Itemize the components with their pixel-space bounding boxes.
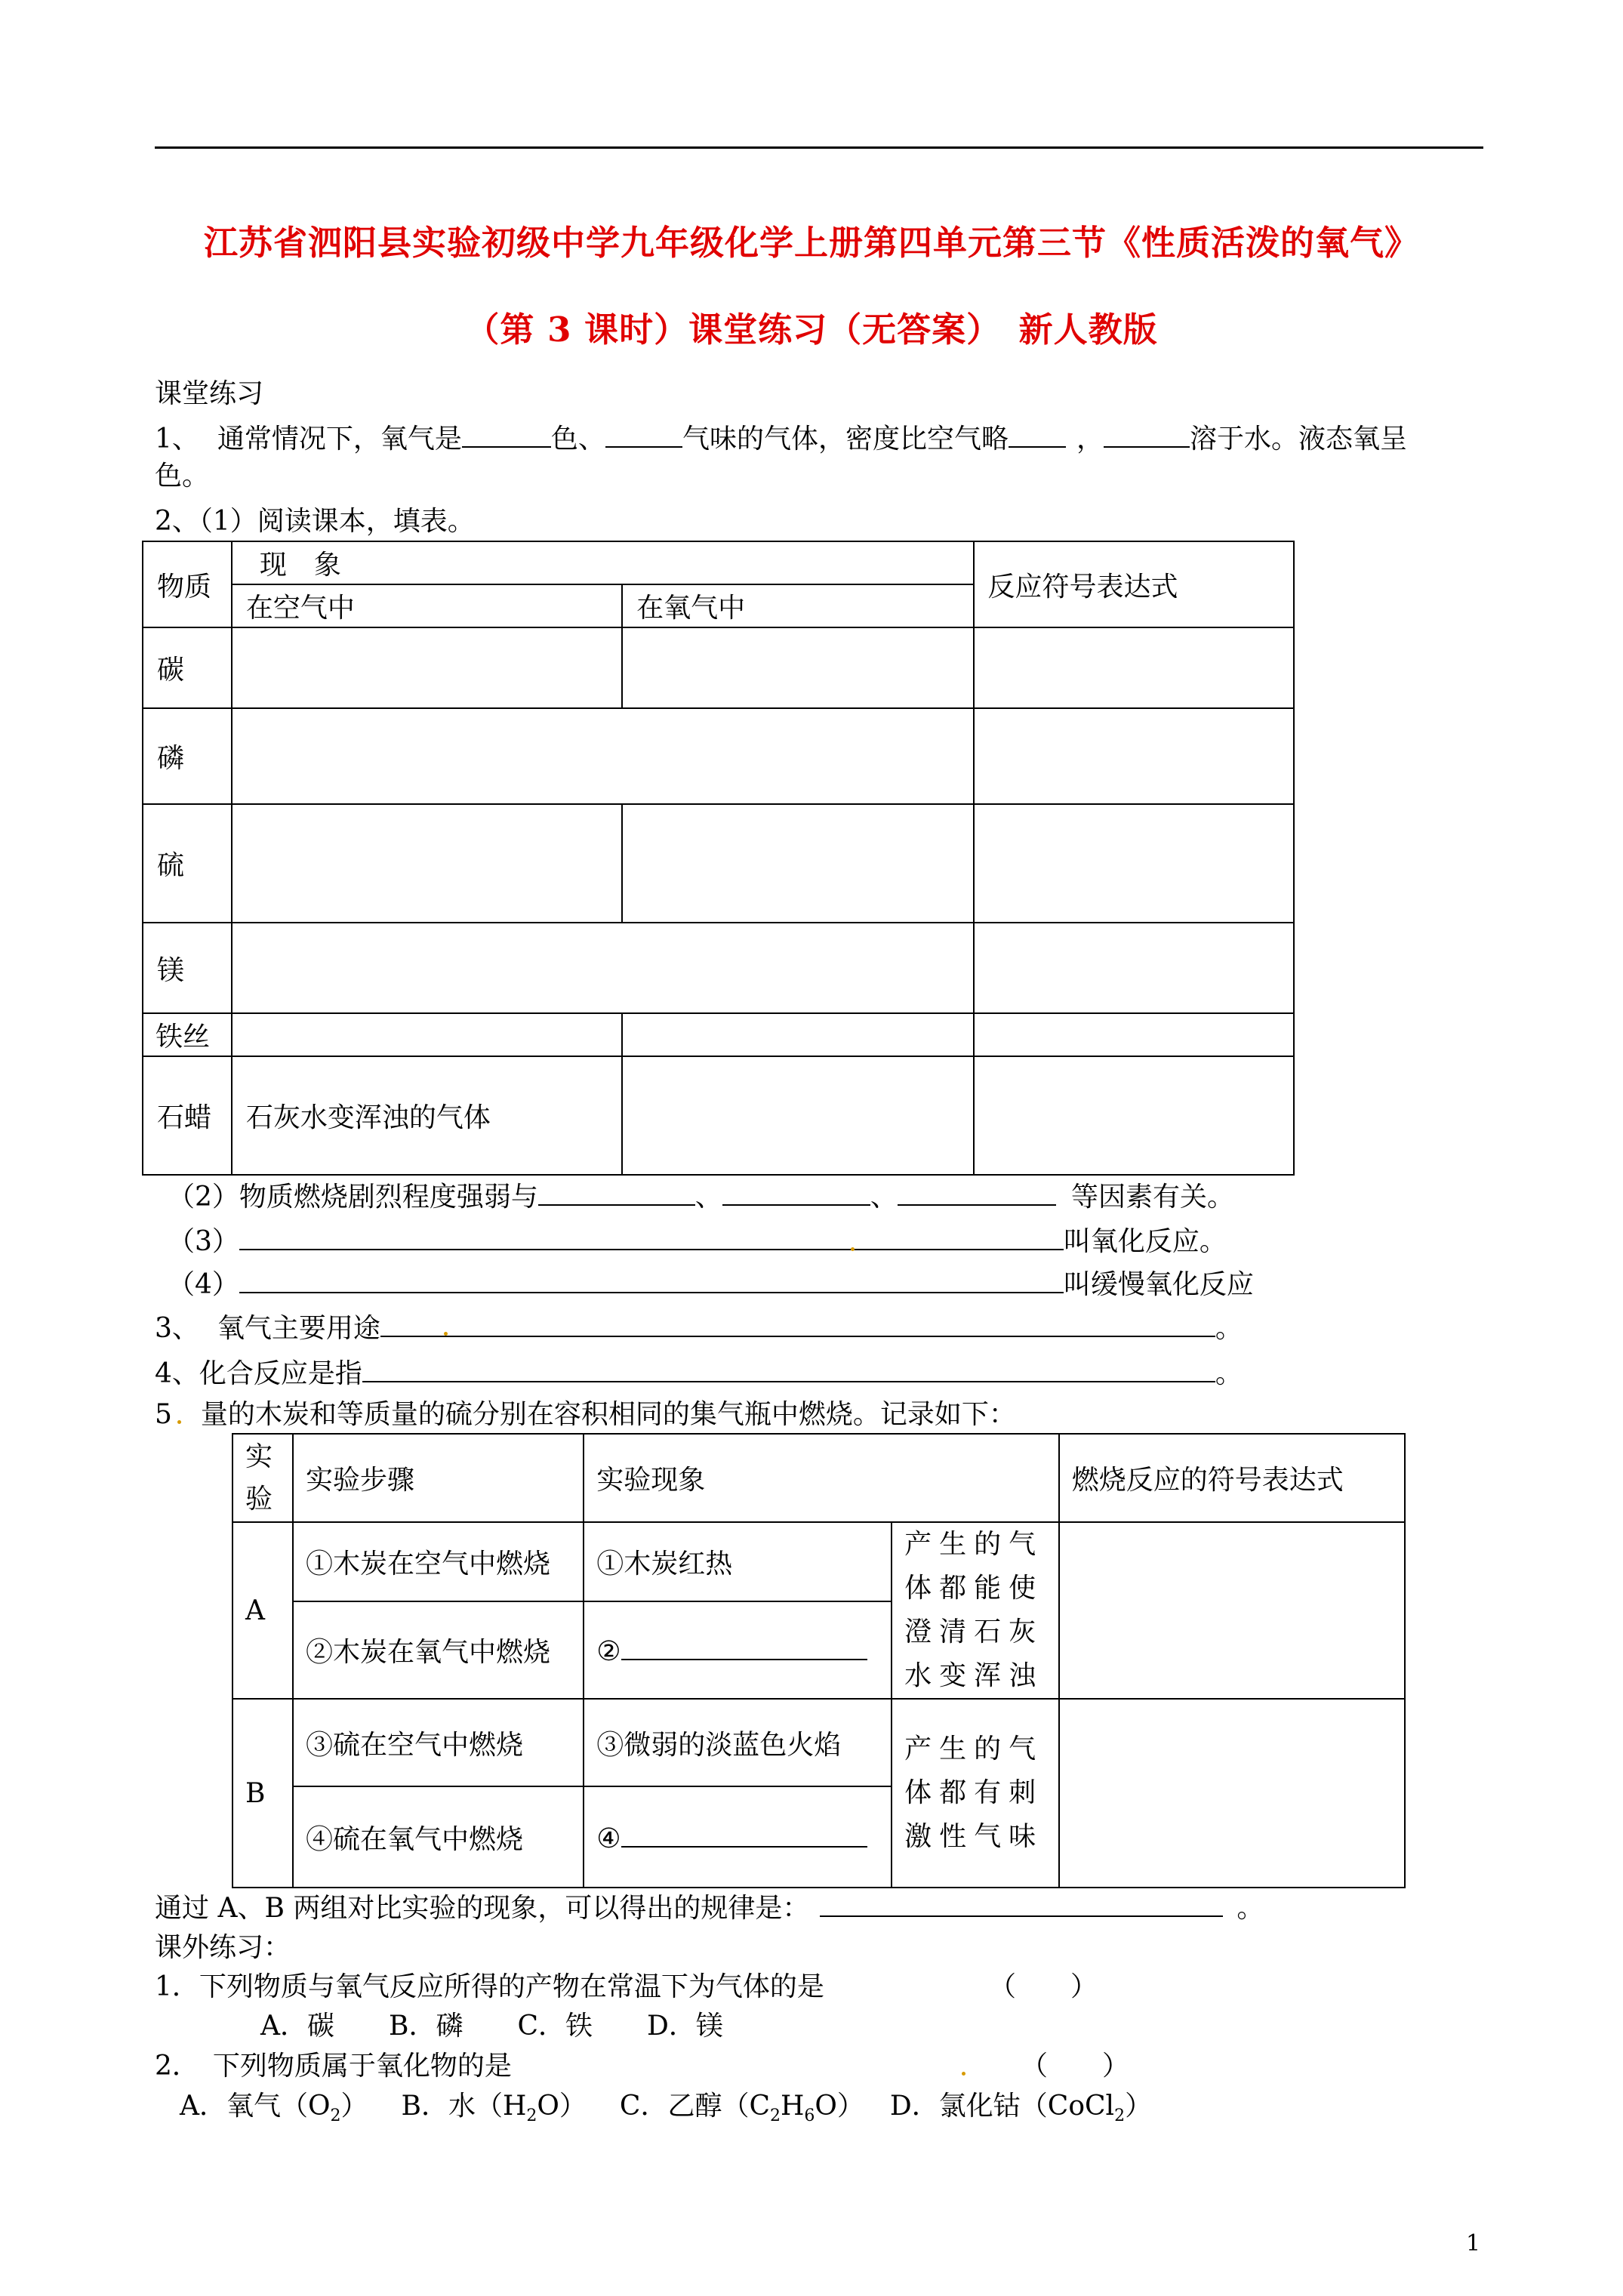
group-b-gas-note: 产生的气体都有刺激性气味 (892, 1699, 1059, 1888)
artifact-dot (851, 1247, 855, 1251)
extra-question-2-options: A．氧气$(O_2)$ B．水$(H_2O)$ C．乙醇$(C_2H_6O)$ D．氯化钴（CoCl$_2$） (180, 2091, 1153, 2125)
page-number: 1 (1466, 2230, 1481, 2257)
a1-phenomenon: ①木炭红热 (584, 1522, 892, 1601)
question-2-part-4: （4） 叫缓慢氧化反应 (168, 1266, 1254, 1302)
group-a-label: A (233, 1522, 293, 1699)
section-class-heading: 课堂练习 (155, 378, 264, 409)
th-experiment: 实验 (233, 1434, 293, 1522)
th-steps: 实验步骤 (293, 1434, 584, 1522)
b2-phenomenon: ④ (584, 1786, 892, 1888)
extra-question-1: 1．下列物质与氧气反应所得的产物在常温下为气体的是 (155, 1971, 824, 2002)
b1-step: ③硫在空气中燃烧 (293, 1699, 584, 1786)
artifact-dot (177, 1420, 181, 1424)
row-label: 磷 (143, 708, 232, 804)
question-3: 3、 氧气主要用途 。 (155, 1310, 1243, 1345)
b1-phenomenon: ③微弱的淡蓝色火焰 (584, 1699, 892, 1786)
extra-question-2: 2． 下列物质属于氧化物的是 (155, 2051, 512, 2082)
group-b-label: B (233, 1699, 293, 1888)
artifact-dot (962, 2072, 965, 2076)
extra-question-1-paren: （ ） (989, 1971, 1098, 2002)
th-substance: 物质 (143, 541, 232, 627)
table-experiment (232, 1433, 1406, 1888)
th-phenomenon: 现 象 (232, 541, 974, 584)
question-5: 5 量的木炭和等质量的硫分别在容积相同的集气瓶中燃烧。记录如下： (155, 1399, 1016, 1430)
question-1-cont: 色。 (155, 461, 210, 492)
wax-in-air: 石灰水变浑浊的气体 (232, 1056, 622, 1175)
document-title-line1: 江苏省泗阳县实验初级中学九年级化学上册第四单元第三节《性质活泼的氧气》 (203, 223, 1419, 263)
a2-step: ②木炭在氧气中燃烧 (293, 1601, 584, 1699)
group-a-gas-note: 产生的气体都能使澄清石灰水变浑浊 (892, 1522, 1059, 1699)
row-label: 硫 (143, 804, 232, 923)
th-phenomenon: 实验现象 (584, 1434, 1059, 1522)
question-1: 1、 通常情况下，氧气是 色、 气味的气体，密度比空气略 ， 溶于水。液态氧呈 (155, 421, 1407, 456)
row-label: 碳 (143, 627, 232, 708)
document-title-line2: （第 3 课时）课堂练习（无答案） 新人教版 (465, 310, 1158, 350)
row-label: 镁 (143, 923, 232, 1013)
artifact-dot (444, 1332, 448, 1336)
header-rule (155, 146, 1483, 149)
th-expression: 燃烧反应的符号表达式 (1059, 1434, 1405, 1522)
th-expression: 反应符号表达式 (974, 541, 1294, 627)
question-4: 4、化合反应是指 。 (155, 1355, 1243, 1391)
a2-phenomenon: ② (584, 1601, 892, 1699)
th-in-oxygen: 在氧气中 (622, 584, 973, 627)
conclusion-line: 通过 A、B 两组对比实验的现象，可以得出的规律是： 。 (155, 1890, 1264, 1925)
b2-step: ④硫在氧气中燃烧 (293, 1786, 584, 1888)
row-label: 铁丝 (143, 1013, 232, 1056)
section-extra-heading: 课外练习： (155, 1932, 291, 1963)
question-2-intro: 2、（1）阅读课本，填表。 (155, 506, 475, 537)
table-combustion (142, 541, 1295, 1176)
row-label: 石蜡 (143, 1056, 232, 1175)
a1-step: ①木炭在空气中燃烧 (293, 1522, 584, 1601)
th-in-air: 在空气中 (232, 584, 622, 627)
question-2-part-2: （2）物质燃烧剧烈程度强弱与 、 、 等因素有关。 (168, 1179, 1234, 1214)
question-2-part-3: （3） 叫氧化反应。 (168, 1223, 1227, 1259)
extra-question-2-paren: （ ） (1021, 2051, 1130, 2082)
extra-question-1-options: A．碳 B．磷 C．铁 D．镁 (260, 2011, 723, 2042)
